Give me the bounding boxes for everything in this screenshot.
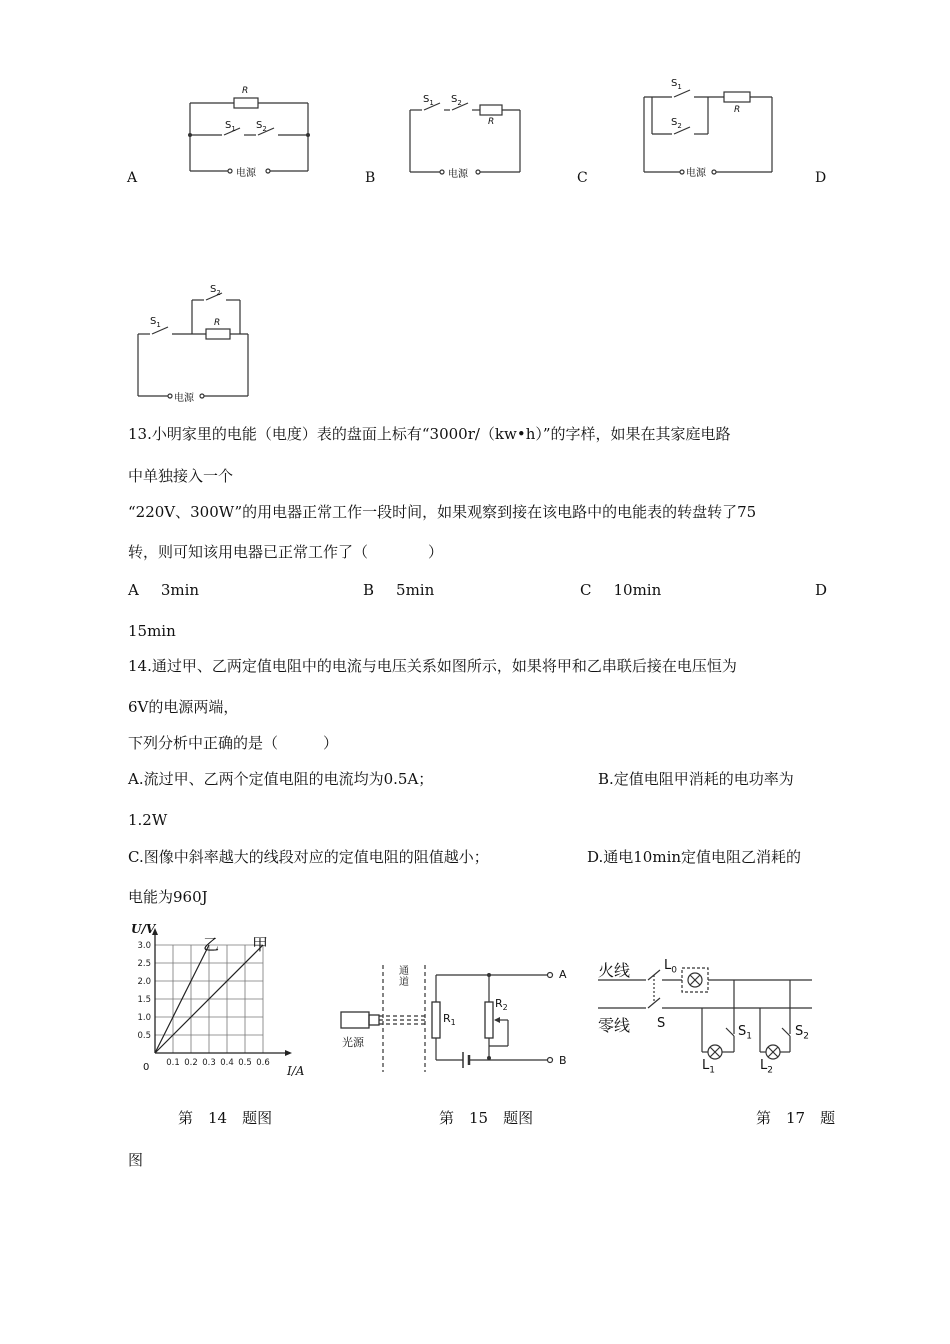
fig17-neutral-label: 零线 (598, 1016, 631, 1035)
option-d-letter: D (815, 170, 827, 186)
fig17-l1-label: $L_1$ (702, 1058, 715, 1076)
circuit-b-r-label: R (488, 117, 495, 127)
fig14-xlabel: I/A (287, 1064, 305, 1078)
fig15-caption: 第 15 题图 (439, 1109, 534, 1127)
q14-option-d-cont: 电能为960J (128, 888, 208, 906)
circuit-b-source-label: 电源 (448, 169, 468, 180)
fig14-xtick-label: 0.5 (238, 1058, 252, 1068)
fig17-live-label: 火线 (598, 961, 631, 980)
option-a-letter: A (127, 170, 138, 186)
circuit-d-r-label: R (214, 318, 221, 328)
fig14-origin: 0 (143, 1062, 150, 1073)
circuit-c-s2-label: $S_2$ (671, 117, 682, 130)
q13-line2: 中单独接入一个 (128, 467, 234, 485)
fig17-s2-label: $S_2$ (795, 1024, 809, 1042)
fig14-xtick-label: 0.6 (256, 1058, 270, 1068)
q13-option-b: B 5min (363, 581, 435, 599)
option-b-letter: B (365, 170, 376, 186)
fig14-xtick-label: 0.1 (166, 1058, 180, 1068)
circuit-d-s1-label: $S_1$ (150, 316, 161, 329)
q14-option-a: A.流过甲、乙两个定值电阻的电流均为0.5A； (128, 770, 434, 788)
circuit-c-r-label: R (734, 105, 741, 115)
fig15-channel-label: 通道 (399, 966, 409, 988)
circuit-a-source-label: 电源 (236, 168, 256, 179)
circuit-b-s2-label: $S_2$ (451, 94, 462, 107)
circuit-a-r-label: R (242, 86, 249, 96)
fig17-caption-cont: 图 (128, 1151, 144, 1169)
q14-option-d: D.通电10min定值电阻乙消耗的 (587, 848, 802, 866)
q13-line4: 转，则可知该用电器已正常工作了（ ） (128, 543, 444, 561)
fig15-terminal-b: B (559, 1054, 567, 1067)
fig14-series-yi-label: 乙 (203, 935, 220, 954)
q13-line3: “220V、300W”的用电器正常工作一段时间，如果观察到接在该电路中的电能表的转盘转了75 (128, 503, 757, 521)
circuit-a-s2-label: $S_2$ (256, 120, 267, 133)
circuit-a-s1-label: $S_1$ (225, 120, 236, 133)
fig14-xtick-label: 0.4 (220, 1058, 234, 1068)
option-c-letter: C (577, 170, 588, 186)
q13-line1: 13.小明家里的电能（电度）表的盘面上标有“3000r/（kw•h）”的字样，如果在其家庭电路 (128, 425, 731, 443)
q14-line2: 6V的电源两端， (128, 698, 239, 716)
fig17-l2-label: $L_2$ (760, 1058, 773, 1076)
fig17-s1-label: $S_1$ (738, 1024, 752, 1042)
fig14-ytick-label: 1.5 (137, 995, 151, 1005)
fig15-terminal-a: A (559, 968, 567, 981)
fig14-ylabel: U/V (131, 922, 156, 936)
fig14-ytick-label: 1.0 (137, 1013, 151, 1023)
fig14-ytick-label: 2.0 (137, 977, 151, 987)
fig15-r1-label: $R_1$ (443, 1012, 456, 1028)
q14-line1: 14.通过甲、乙两定值电阻中的电流与电压关系如图所示，如果将甲和乙串联后接在电压恒为 (128, 657, 737, 675)
q13-option-c: C 10min (580, 581, 662, 599)
fig15-light-source-label: 光源 (342, 1036, 364, 1049)
q14-line3: 下列分析中正确的是（ ） (128, 734, 339, 752)
fig14-ytick-label: 3.0 (137, 941, 151, 951)
fig14-caption: 第 14 题图 (178, 1109, 273, 1127)
circuit-b-s1-label: $S_1$ (423, 94, 434, 107)
circuit-d-source-label: 电源 (174, 393, 194, 404)
fig15-r2-label: $R_2$ (495, 997, 508, 1013)
circuit-c-s1-label: $S_1$ (671, 78, 682, 91)
q14-option-b-cont: 1.2W (128, 811, 168, 829)
q14-option-b: B.定值电阻甲消耗的电功率为 (598, 770, 794, 788)
q14-option-c: C.图像中斜率越大的线段对应的定值电阻的阻值越小； (128, 848, 489, 866)
fig17-caption: 第 17 题 (756, 1109, 836, 1127)
q13-option-d: 15min (128, 622, 176, 640)
circuit-d-s2-label: $S_2$ (210, 284, 221, 297)
fig14-ytick-label: 2.5 (137, 959, 151, 969)
fig17-l0-label: $L_0$ (664, 958, 677, 976)
fig14-xtick-label: 0.3 (202, 1058, 216, 1068)
q13-option-a: A 3min (128, 581, 200, 599)
fig14-xtick-label: 0.2 (184, 1058, 198, 1068)
circuit-c-source-label: 电源 (686, 168, 706, 179)
fig14-ytick-label: 0.5 (137, 1031, 151, 1041)
q13-option-d-letter: D (815, 581, 828, 599)
fig17-s-label: S (657, 1016, 666, 1031)
fig14-x-arrow (285, 1050, 292, 1056)
fig14-series-jia-label: 甲 (252, 935, 269, 954)
fig14-chart (120, 920, 320, 1080)
